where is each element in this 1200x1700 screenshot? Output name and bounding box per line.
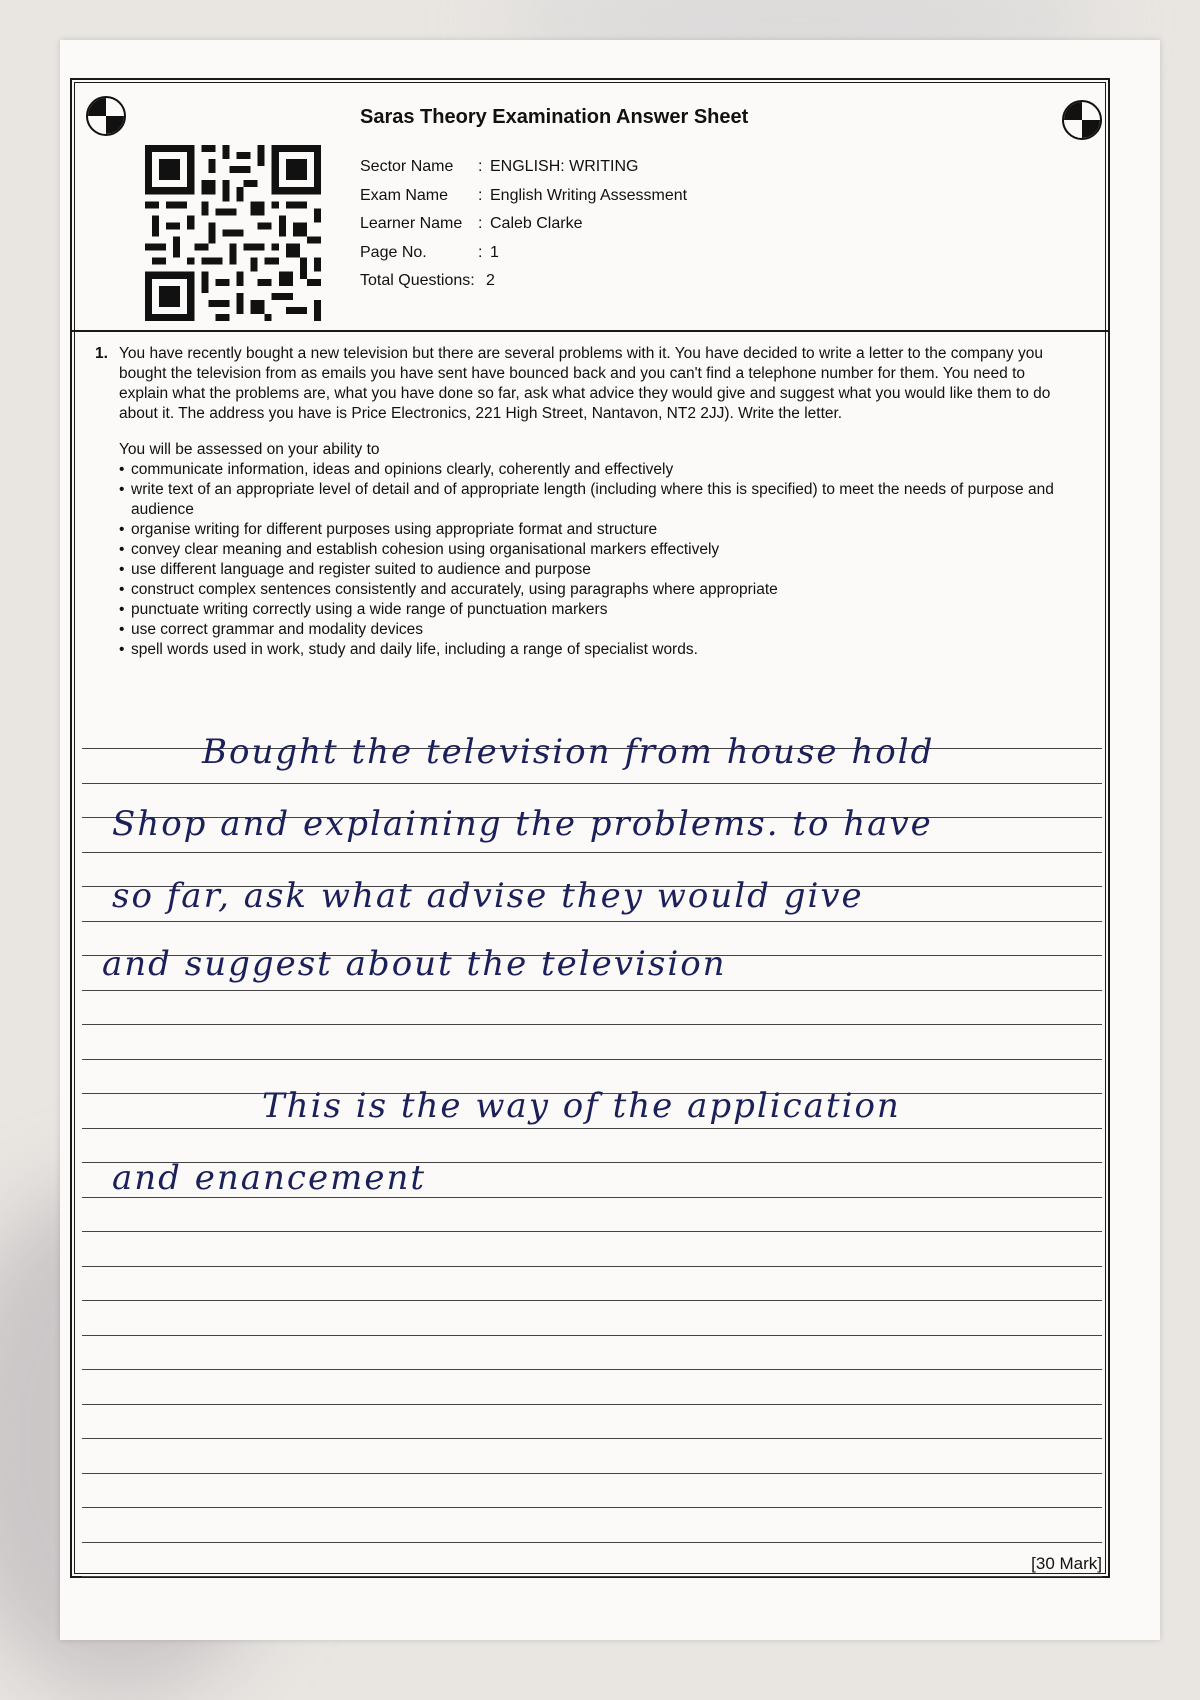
qr-code-icon [145, 145, 321, 321]
sector-name-value: ENGLISH: WRITING [490, 158, 639, 175]
criteria-item: • use different language and register suited to audience and purpose [119, 560, 1075, 580]
field-label: Sector Name [360, 158, 454, 175]
answer-line: and suggest about the television [102, 944, 727, 984]
ruled-line [82, 1231, 1102, 1232]
page-number-row: Page No. : 1 [360, 244, 687, 273]
ruled-line [82, 1059, 1102, 1060]
ruled-line [82, 1128, 1102, 1129]
total-questions-row [360, 272, 687, 301]
criteria-item: • spell words used in work, study and daily life, including a range of specialist words. [119, 640, 1075, 660]
field-label: Total Questions: [360, 272, 475, 289]
question-number: 1. [95, 345, 108, 362]
question-block [95, 344, 1075, 660]
ruled-line [82, 1404, 1102, 1405]
field-label: Exam Name [360, 186, 449, 204]
learner-name-row: Learner Name : Caleb Clarke [360, 215, 687, 244]
ruled-line [82, 921, 1102, 922]
ruled-line [82, 1300, 1102, 1301]
sheet-title: Saras Theory Examination Answer Sheet [360, 106, 749, 128]
field-label: Learner Name [360, 215, 463, 232]
criteria-item: • organise writing for different purposes using appropriate format and structure [119, 520, 1075, 540]
criteria-list [119, 460, 1075, 660]
assessment-intro: You will be assessed on your ability to [119, 441, 380, 458]
page-number-value: 1 [490, 243, 499, 261]
exam-name-row: Exam Name : English Writing Assessment [360, 187, 687, 216]
criteria-item: • communicate information, ideas and opinions clearly, coherently and effectively [119, 460, 1075, 480]
ruled-line [82, 783, 1102, 784]
criteria-item: • punctuate writing correctly using a wide range of punctuation markers [119, 600, 1075, 620]
ruled-line [82, 1335, 1102, 1336]
answer-line: Bought the television from house hold [202, 732, 935, 772]
learner-name-value: Caleb Clarke [490, 215, 583, 232]
answer-line: Shop and explaining the problems. to have [112, 804, 933, 844]
registration-mark-icon [1062, 100, 1102, 140]
criteria-item: • construct complex sentences consistently and accurately, using paragraphs where appropriate [119, 580, 1075, 600]
ruled-line [82, 1473, 1102, 1474]
field-label: Page No. [360, 243, 427, 261]
ruled-line [82, 1024, 1102, 1025]
registration-mark-icon [86, 96, 126, 136]
question-text: You have recently bought a new television but there are several problems with it. You have decided to write a letter to the company you bought the television from as emails you have sent have bounced back and you can't find a telephone number for them. You need to explain what the problems are, what you have done so far, ask what advice they would give and suggest what you would like them to do about it. The address you have is Price Electronics, 221 High Street, Nantavon, NT2 2JJ). Write the letter. [119, 345, 1051, 422]
ruled-line [82, 1576, 1102, 1577]
answer-line: and enancement [112, 1158, 427, 1198]
ruled-line [82, 1369, 1102, 1370]
ruled-line [82, 1507, 1102, 1508]
sector-name-row: Sector Name : ENGLISH: WRITING [360, 158, 687, 187]
answer-line: so far, ask what advise they would give [112, 876, 864, 916]
answer-line: This is the way of the application [262, 1086, 901, 1126]
exam-name-value: English Writing Assessment [490, 186, 688, 204]
total-questions-value: 2 [486, 272, 495, 289]
header-divider [70, 330, 1110, 332]
criteria-item: • convey clear meaning and establish cohesion using organisational markers effectively [119, 540, 1075, 560]
answer-ruled-lines [82, 740, 1102, 1570]
ruled-line [82, 1542, 1102, 1543]
ruled-line [82, 1266, 1102, 1267]
ruled-line [82, 990, 1102, 991]
ruled-line [82, 852, 1102, 853]
ruled-line [82, 1438, 1102, 1439]
criteria-item: • write text of an appropriate level of detail and of appropriate length (including where this is specified) to meet the needs of purpose and audience [119, 480, 1075, 520]
exam-details [360, 158, 687, 301]
criteria-item: • use correct grammar and modality devices [119, 620, 1075, 640]
assessment-criteria [119, 440, 1075, 660]
marks-label: [30 Mark] [1031, 1554, 1102, 1573]
